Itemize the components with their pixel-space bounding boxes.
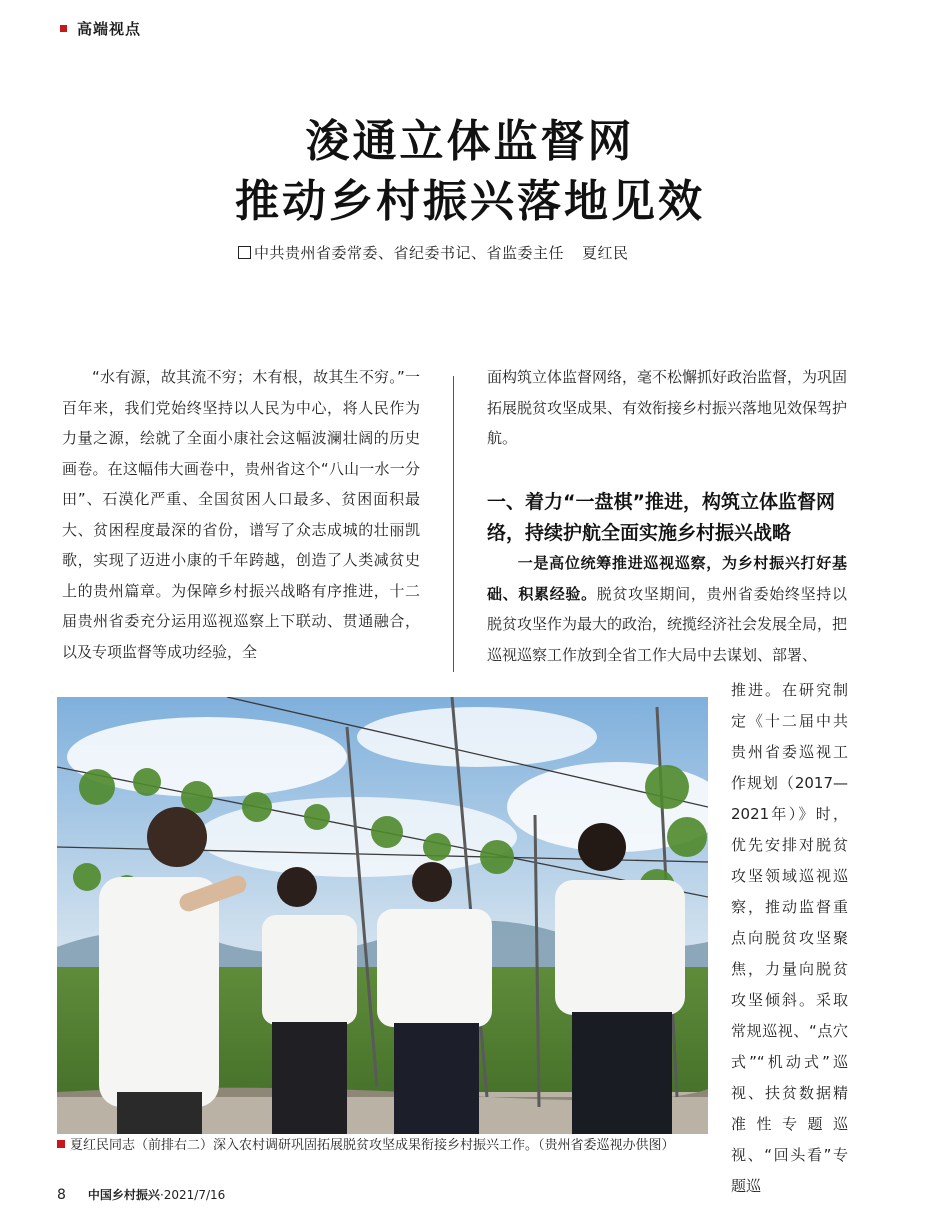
byline — [238, 242, 629, 263]
section-label: 高端视点 — [77, 20, 142, 38]
photo-caption — [57, 1137, 712, 1154]
body-column-right — [487, 362, 847, 454]
title-line-1: 浚通立体监督网 — [305, 116, 635, 167]
section-tag — [60, 18, 141, 39]
byline-box-icon — [238, 246, 251, 259]
narrow-column-text: 推进。在研究制定《十二届中共贵州省委巡视工作规划（2017—2021年）》时，优先安排对脱贫攻坚领域巡视巡察，推动监督重点向脱贫攻坚聚焦，力量向脱贫攻坚倾斜。采取常规巡视、“点穴式”“机动式”巡视、扶贫数据精准性专题巡视、“回头看”专题巡 — [731, 681, 848, 1195]
article-title — [0, 112, 940, 232]
section-marker — [60, 25, 67, 32]
caption-marker — [57, 1140, 65, 1148]
title-line-2: 推动乡村振兴落地见效 — [235, 176, 705, 227]
caption-text: 夏红民同志（前排右二）深入农村调研巩固拓展脱贫攻坚成果衔接乡村振兴工作。（贵州省委巡视办供图） — [70, 1138, 675, 1153]
photo-illustration — [57, 697, 708, 1134]
byline-author: 夏红民 — [582, 244, 629, 262]
section-heading: 一、着力“一盘棋”推进，构筑立体监督网络，持续护航全面实施乡村振兴战略 — [487, 491, 835, 544]
intro-paragraph: “水有源，故其流不穷；木有根，故其生不穷。”一百年来，我们党始终坚持以人民为中心，将人民作为力量之源，绘就了全面小康社会这幅波澜壮阔的历史画卷。在这幅伟大画卷中，贵州省这个“八山一水一分田”、石漠化严重、全国贫困人口最多、贫困面积最大、贫困程度最深的省份，谱写了众志成城的壮丽凯歌，实现了迈进小康的千年跨越，创造了人类减贫史上的贵州篇章。为保障乡村振兴战略有序推进，十二届贵州省委充分运用巡视巡察上下联动、贯通融合，以及专项监督等成功经验，全 — [62, 368, 420, 661]
column-divider — [453, 376, 454, 672]
page-footer — [57, 1186, 225, 1203]
sub-paragraph-lead: 一是高位统筹推进巡视巡察，为乡村振兴打好基础、积累经验。 — [487, 554, 847, 603]
magazine-name: 中国乡村振兴 — [87, 1188, 160, 1202]
intro-paragraph-continued: 面构筑立体监督网络，毫不松懈抓好政治监督，为巩固拓展脱贫攻坚成果、有效衔接乡村振兴落地见效保驾护航。 — [487, 368, 848, 447]
sub-paragraph-text: 脱贫攻坚期间，贵州省委始终坚持以脱贫攻坚作为最大的政治，统揽经济社会发展全局，把巡视巡察工作放到全省工作大局中去谋划、部署、 — [487, 584, 848, 664]
issue-date: ·2021/7/16 — [159, 1187, 226, 1202]
page-number: 8 — [57, 1186, 66, 1203]
byline-role: 中共贵州省委常委、省纪委书记、省监委主任 — [254, 244, 565, 262]
sub-paragraph — [487, 548, 847, 670]
body-column-left — [62, 362, 420, 667]
article-photo — [57, 697, 708, 1134]
